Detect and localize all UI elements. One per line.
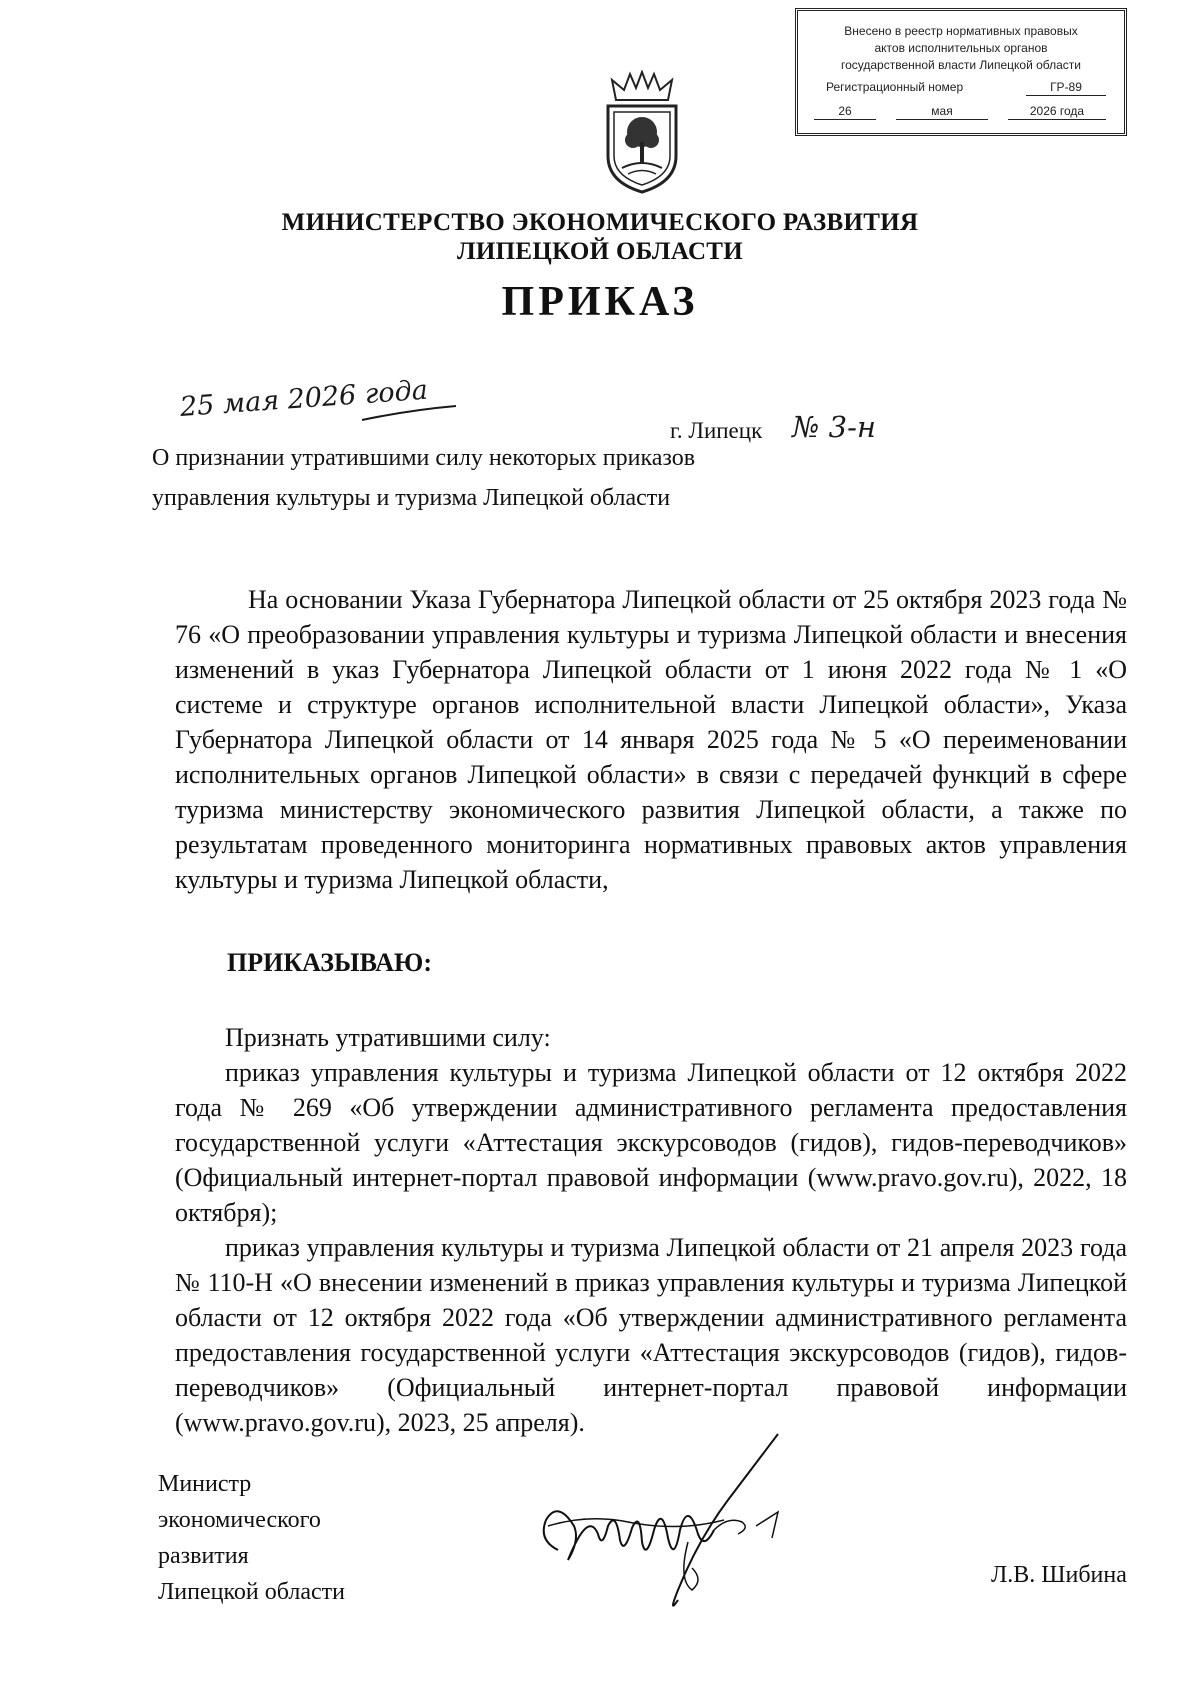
registry-stamp xyxy=(795,8,1127,136)
stamp-line-2: актов исполнительных органов xyxy=(874,41,1048,55)
stamp-month: мая xyxy=(896,103,988,120)
revoked-order-item-1: приказ управления культуры и туризма Липецкой области от 12 октября 2022 года № 269 «Об утверждении административного регламента предоставления государственной услуги «Аттестация экскурсоводов (гидов), гидов-переводчиков» (Официальный интернет-портал правовой информации (www.pravo.gov.ru), 2022, 18 октября); xyxy=(175,1058,1127,1227)
preamble-paragraph: На основании Указа Губернатора Липецкой области от 25 октября 2023 года № 76 «О преобразовании управления культуры и туризма Липецкой области и внесения изменений в указ Губернатора Липецкой области от 1 июня 2022 года № 1 «О системе и структуре органов исполнительной власти Липецкой области», Указа Губернатора Липецкой области от 14 января 2025 года № 5 «О переименовании исполнительных органов Липецкой области» в связи с передачей функций в сфере туризма министерству экономического развития Липецкой области, а также по результатам проведенного мониторинга нормативных правовых актов управления культуры и туризма Липецкой области, xyxy=(175,585,1127,894)
stamp-line-1: Внесено в реестр нормативных правовых xyxy=(844,24,1078,38)
signer-name: Л.В. Шибина xyxy=(991,1562,1127,1588)
signer-position-line-4: Липецкой области xyxy=(158,1579,345,1605)
stamp-year: 2026 года xyxy=(1008,103,1106,120)
signer-position-line-2: экономического xyxy=(158,1507,321,1533)
order-intro: Признать утратившими силу: xyxy=(225,1023,551,1052)
ministry-name xyxy=(0,208,1200,266)
signer-position xyxy=(158,1466,345,1610)
handwritten-date: 25 мая 2026 года xyxy=(178,374,429,423)
revoked-order-item-2: приказ управления культуры и туризма Липецкой области от 21 апреля 2023 года № 110-Н «О внесении изменений в приказ управления культуры и туризма Липецкой области от 12 октября 2022 года «Об утверждении административного регламента предоставления государственной услуги «Аттестация экскурсоводов (гидов), гидов-переводчиков» (Официальный интернет-портал правовой информации (www.pravo.gov.ru), 2023, 25 апреля). xyxy=(175,1233,1127,1437)
document-subject: О признании утратившими силу некоторых приказов управления культуры и туризма Липецкой области xyxy=(152,445,696,511)
coat-of-arms-emblem xyxy=(602,70,682,196)
order-command: ПРИКАЗЫВАЮ: xyxy=(227,948,432,977)
stamp-reg-label: Регистрационный номер xyxy=(826,80,964,94)
handwritten-doc-number: № 3-н xyxy=(792,410,877,444)
date-underline-stroke xyxy=(360,398,460,428)
signer-position-line-3: развития xyxy=(158,1543,249,1569)
document-type-title: ПРИКАЗ xyxy=(501,279,699,325)
ministry-name-line-2: ЛИПЕЦКОЙ ОБЛАСТИ xyxy=(456,238,744,265)
stamp-reg-number: ГР-89 xyxy=(1026,79,1106,96)
ministry-name-line-1: МИНИСТЕРСТВО ЭКОНОМИЧЕСКОГО РАЗВИТИЯ xyxy=(281,209,919,236)
stamp-day: 26 xyxy=(814,103,876,120)
stamp-line-3: государственной власти Липецкой области xyxy=(840,58,1082,72)
signer-position-line-1: Министр xyxy=(158,1471,252,1497)
handwritten-signature xyxy=(528,1430,798,1620)
city-label: г. Липецк xyxy=(670,418,763,443)
